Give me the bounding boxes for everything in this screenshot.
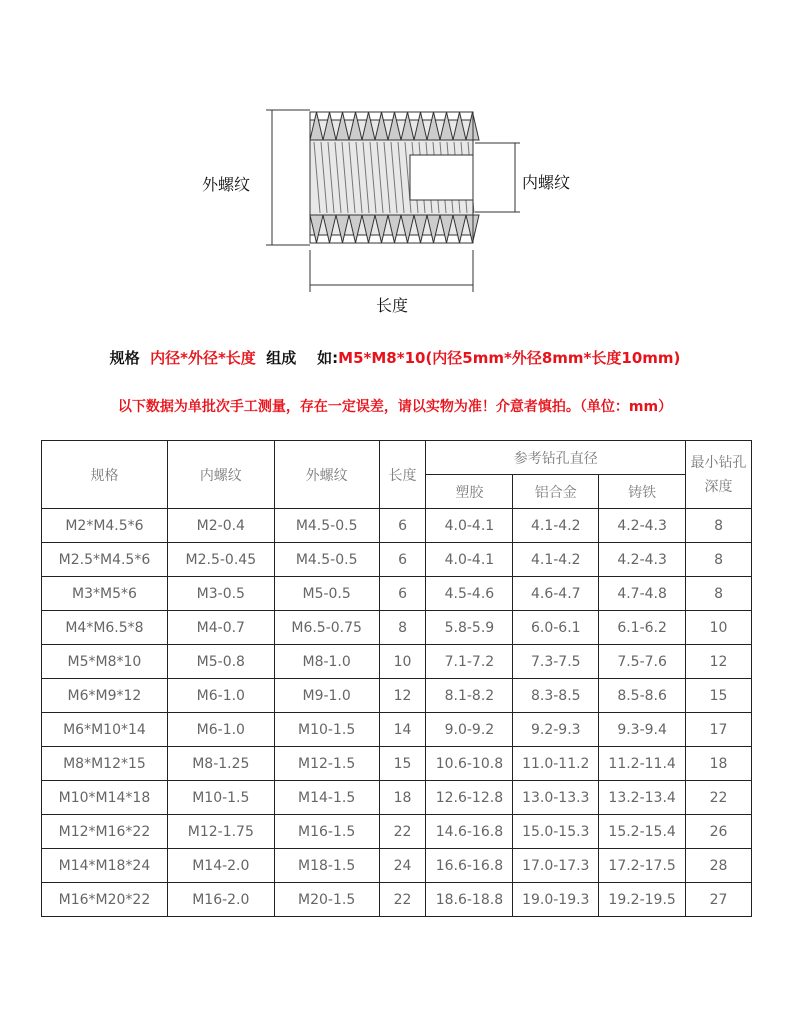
cell-drill-plastic: 8.1-8.2 [426,679,513,713]
outer-thread-label: 外螺纹 [202,175,251,194]
cell-inner-thread: M5-0.8 [167,645,274,679]
cell-outer-thread: M20-1.5 [274,883,379,917]
cell-spec: M8*M12*15 [42,747,168,781]
header-cast-iron: 铸铁 [599,475,686,509]
cell-drill-aluminum: 4.1-4.2 [513,543,599,577]
header-outer: 外螺纹 [274,441,379,509]
cell-length: 8 [379,611,426,645]
spec-table [41,440,752,917]
cell-length: 18 [379,781,426,815]
cell-length: 22 [379,883,426,917]
cell-drill-cast-iron: 19.2-19.5 [599,883,686,917]
cell-drill-cast-iron: 6.1-6.2 [599,611,686,645]
cell-min-depth: 22 [686,781,752,815]
cell-inner-thread: M6-1.0 [167,679,274,713]
cell-drill-cast-iron: 8.5-8.6 [599,679,686,713]
cell-min-depth: 28 [686,849,752,883]
cell-drill-aluminum: 7.3-7.5 [513,645,599,679]
cell-min-depth: 8 [686,509,752,543]
table-row [42,509,752,543]
cell-drill-aluminum: 13.0-13.3 [513,781,599,815]
inner-thread-label: 内螺纹 [522,173,571,192]
cell-outer-thread: M8-1.0 [274,645,379,679]
header-drill-group: 参考钻孔直径 [426,441,686,475]
cell-inner-thread: M12-1.75 [167,815,274,849]
spec-label: 规格 [109,349,140,367]
table-row [42,543,752,577]
cell-inner-thread: M2.5-0.45 [167,543,274,577]
cell-drill-cast-iron: 4.7-4.8 [599,577,686,611]
table-row [42,713,752,747]
table-row [42,781,752,815]
spec-format: 内径*外径*长度 [150,349,256,367]
cell-spec: M2.5*M4.5*6 [42,543,168,577]
cell-drill-plastic: 4.5-4.6 [426,577,513,611]
cell-outer-thread: M16-1.5 [274,815,379,849]
cell-spec: M14*M18*24 [42,849,168,883]
cell-drill-plastic: 4.0-4.1 [426,509,513,543]
threaded-insert-diagram [0,0,790,330]
cell-spec: M4*M6.5*8 [42,611,168,645]
cell-min-depth: 17 [686,713,752,747]
cell-drill-plastic: 14.6-16.8 [426,815,513,849]
cell-drill-cast-iron: 4.2-4.3 [599,509,686,543]
cell-outer-thread: M9-1.0 [274,679,379,713]
header-aluminum: 铝合金 [513,475,599,509]
table-header-row [42,441,752,475]
table-row [42,883,752,917]
cell-outer-thread: M5-0.5 [274,577,379,611]
table-row [42,611,752,645]
cell-min-depth: 15 [686,679,752,713]
cell-drill-plastic: 5.8-5.9 [426,611,513,645]
cell-length: 6 [379,577,426,611]
cell-length: 10 [379,645,426,679]
cell-length: 22 [379,815,426,849]
cell-inner-thread: M2-0.4 [167,509,274,543]
cell-drill-plastic: 12.6-12.8 [426,781,513,815]
cell-length: 12 [379,679,426,713]
cell-min-depth: 27 [686,883,752,917]
cell-min-depth: 18 [686,747,752,781]
cell-min-depth: 26 [686,815,752,849]
cell-length: 6 [379,509,426,543]
cell-inner-thread: M4-0.7 [167,611,274,645]
cell-inner-thread: M8-1.25 [167,747,274,781]
cell-inner-thread: M3-0.5 [167,577,274,611]
cell-drill-cast-iron: 4.2-4.3 [599,543,686,577]
cell-inner-thread: M16-2.0 [167,883,274,917]
cell-spec: M2*M4.5*6 [42,509,168,543]
table-row [42,577,752,611]
cell-drill-aluminum: 4.1-4.2 [513,509,599,543]
cell-length: 24 [379,849,426,883]
cell-drill-aluminum: 6.0-6.1 [513,611,599,645]
table-row [42,645,752,679]
cell-spec: M12*M16*22 [42,815,168,849]
cell-outer-thread: M6.5-0.75 [274,611,379,645]
cell-outer-thread: M12-1.5 [274,747,379,781]
cell-outer-thread: M18-1.5 [274,849,379,883]
header-inner: 内螺纹 [167,441,274,509]
cell-spec: M6*M9*12 [42,679,168,713]
cell-spec: M5*M8*10 [42,645,168,679]
cell-drill-aluminum: 17.0-17.3 [513,849,599,883]
cell-inner-thread: M14-2.0 [167,849,274,883]
cell-outer-thread: M14-1.5 [274,781,379,815]
table-row [42,815,752,849]
cell-min-depth: 10 [686,611,752,645]
cell-drill-plastic: 18.6-18.8 [426,883,513,917]
spec-compose: 组成 [266,349,297,367]
cell-drill-cast-iron: 15.2-15.4 [599,815,686,849]
cell-drill-cast-iron: 7.5-7.6 [599,645,686,679]
cell-min-depth: 8 [686,543,752,577]
cell-spec: M3*M5*6 [42,577,168,611]
cell-spec: M10*M14*18 [42,781,168,815]
cell-min-depth: 12 [686,645,752,679]
cell-drill-aluminum: 19.0-19.3 [513,883,599,917]
cell-spec: M6*M10*14 [42,713,168,747]
cell-drill-aluminum: 15.0-15.3 [513,815,599,849]
example-prefix: 如: [317,349,339,367]
cell-drill-plastic: 4.0-4.1 [426,543,513,577]
table-row [42,747,752,781]
cell-drill-plastic: 7.1-7.2 [426,645,513,679]
cell-drill-plastic: 16.6-16.8 [426,849,513,883]
cell-length: 15 [379,747,426,781]
length-label: 长度 [376,296,409,315]
cell-outer-thread: M4.5-0.5 [274,543,379,577]
spec-format-line [0,347,790,368]
header-min-depth: 最小钻孔深度 [686,441,752,509]
cell-outer-thread: M10-1.5 [274,713,379,747]
cell-length: 6 [379,543,426,577]
header-length: 长度 [379,441,426,509]
table-row [42,679,752,713]
cell-drill-cast-iron: 17.2-17.5 [599,849,686,883]
cell-drill-cast-iron: 13.2-13.4 [599,781,686,815]
cell-drill-aluminum: 8.3-8.5 [513,679,599,713]
cell-drill-plastic: 9.0-9.2 [426,713,513,747]
header-plastic: 塑胶 [426,475,513,509]
cell-drill-plastic: 10.6-10.8 [426,747,513,781]
cell-drill-cast-iron: 9.3-9.4 [599,713,686,747]
cell-drill-aluminum: 4.6-4.7 [513,577,599,611]
table-row [42,849,752,883]
cell-outer-thread: M4.5-0.5 [274,509,379,543]
measurement-note: 以下数据为单批次手工测量，存在一定误差，请以实物为准！介意者慎拍。（单位：mm） [117,399,673,415]
header-spec: 规格 [42,441,168,509]
cell-drill-aluminum: 11.0-11.2 [513,747,599,781]
cell-inner-thread: M6-1.0 [167,713,274,747]
cell-min-depth: 8 [686,577,752,611]
spec-example: M5*M8*10(内径5mm*外径8mm*长度10mm) [338,349,681,367]
cell-length: 14 [379,713,426,747]
cell-spec: M16*M20*22 [42,883,168,917]
cell-drill-cast-iron: 11.2-11.4 [599,747,686,781]
cell-drill-aluminum: 9.2-9.3 [513,713,599,747]
cell-inner-thread: M10-1.5 [167,781,274,815]
